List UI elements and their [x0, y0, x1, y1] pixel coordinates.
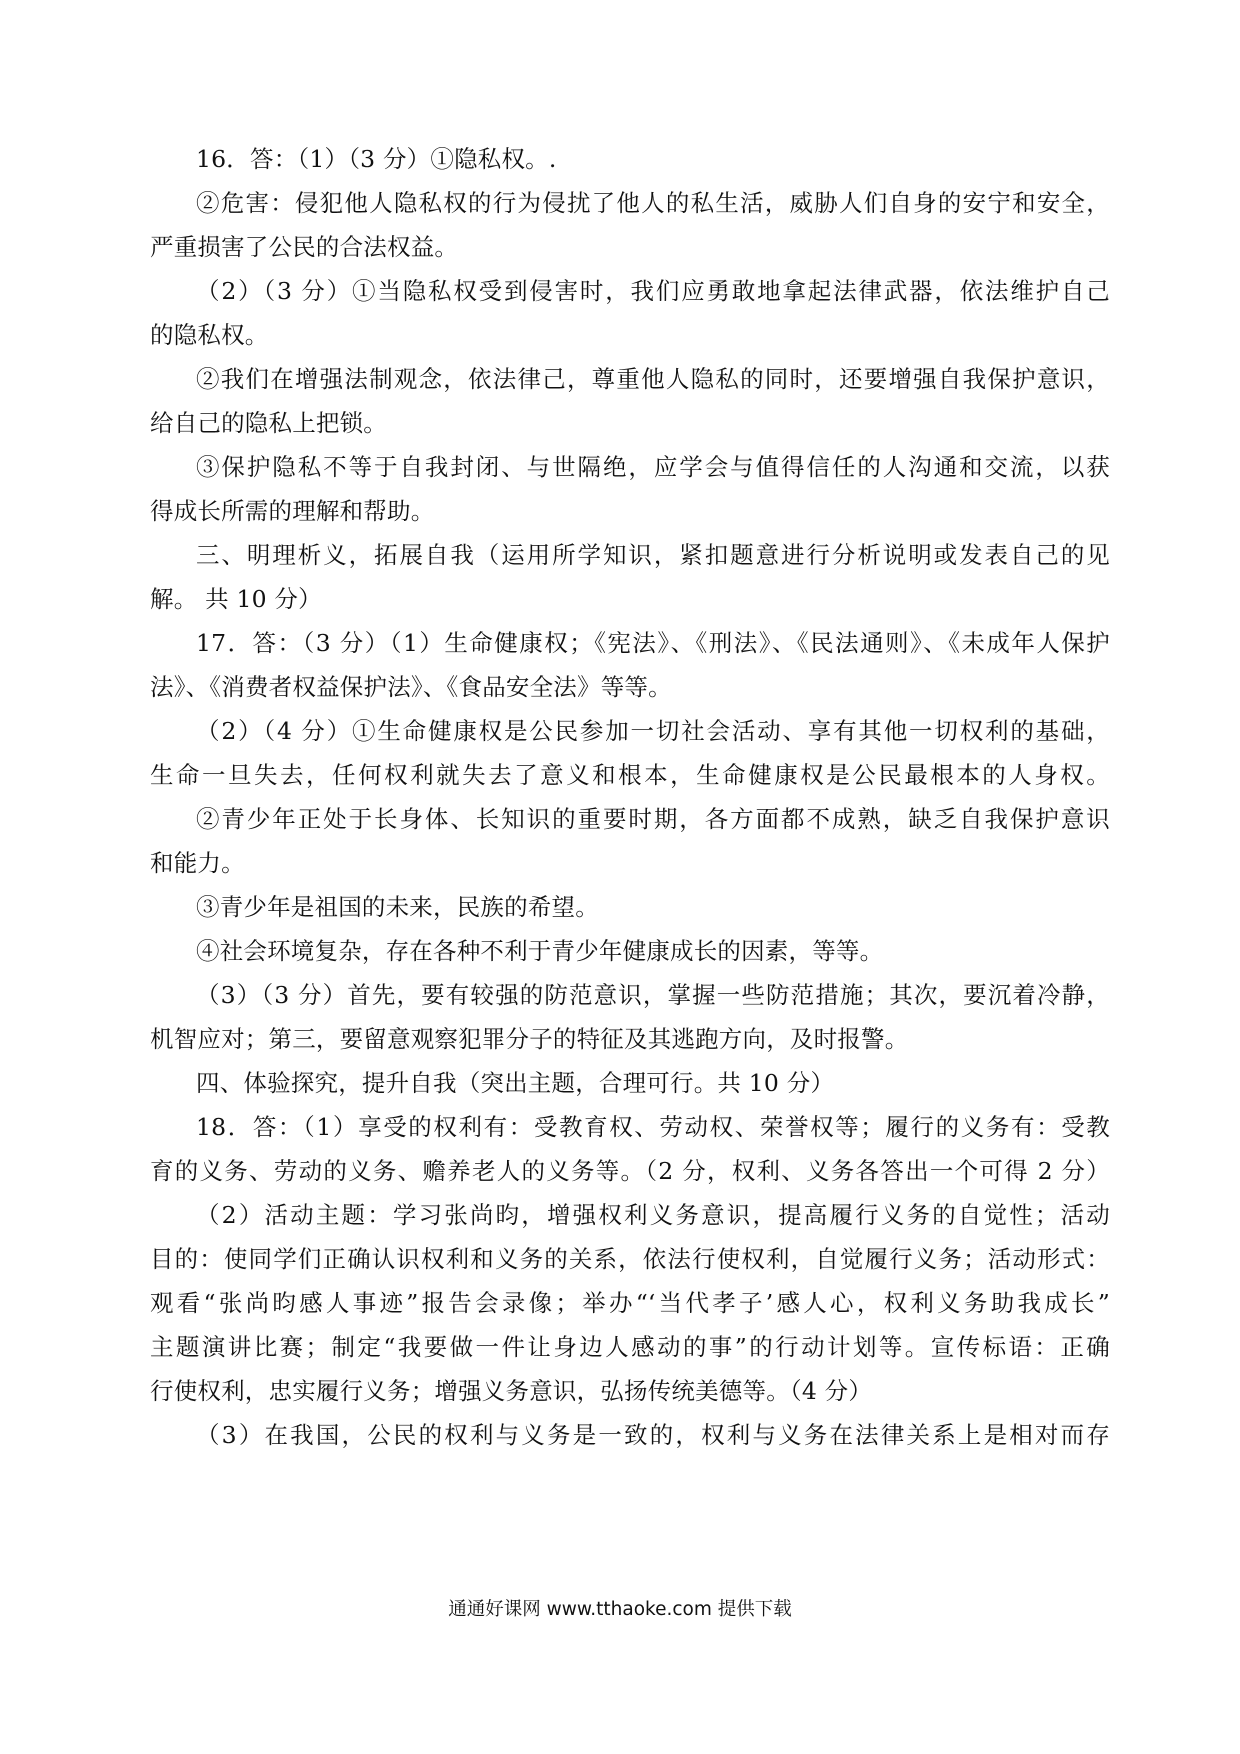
- answer-16-part-2-line-1: （2）（3 分）①当隐私权受到侵害时，我们应勇敢地拿起法律武器，依法维护自己: [196, 277, 1110, 305]
- answer-16-heading: 16．答：（1）（3 分）①隐私权。.: [196, 145, 557, 173]
- section-3-heading-line-2: 解。 共 10 分）: [150, 585, 322, 613]
- answer-17-line-2: 法》、《消费者权益保护法》、《食品安全法》等等。: [150, 673, 672, 701]
- answer-16-point-2-line-2: 给自己的隐私上把锁。: [150, 409, 387, 437]
- answer-18-part-2-line-5: 行使权利，忠实履行义务；增强义务意识，弘扬传统美德等。（4 分）: [150, 1377, 873, 1405]
- section-4-heading: 四、体验探究，提升自我（突出主题，合理可行。共 10 分）: [196, 1069, 835, 1097]
- answer-18-line-2: 育的义务、劳动的义务、赡养老人的义务等。（2 分，权利、义务各答出一个可得 2 分）: [150, 1157, 1110, 1185]
- answer-18-part-3-line-1: （3）在我国，公民的权利与义务是一致的，权利与义务在法律关系上是相对而存: [196, 1421, 1110, 1449]
- answer-18-part-2-line-4: 主题演讲比赛；制定“我要做一件让身边人感动的事”的行动计划等。宣传标语：正确: [150, 1333, 1110, 1361]
- answer-17-part-2-line-2: 生命一旦失去，任何权利就失去了意义和根本，生命健康权是公民最根本的人身权。: [150, 761, 1110, 789]
- answer-18-part-2-line-3: 观看“张尚昀感人事迹”报告会录像；举办“‘当代孝子’感人心，权利义务助我成长”: [150, 1289, 1110, 1317]
- answer-17-part-2-line-1: （2）（4 分）①生命健康权是公民参加一切社会活动、享有其他一切权利的基础，: [196, 717, 1110, 745]
- answer-17-part-3-line-1: （3）（3 分）首先，要有较强的防范意识，掌握一些防范措施；其次，要沉着冷静，: [196, 981, 1110, 1009]
- answer-16-harm-line-1: ②危害：侵犯他人隐私权的行为侵扰了他人的私生活，威胁人们自身的安宁和安全，: [196, 189, 1110, 217]
- answer-16-harm-line-2: 严重损害了公民的合法权益。: [150, 233, 459, 261]
- answer-18-line-1: 18．答：（1）享受的权利有：受教育权、劳动权、荣誉权等；履行的义务有：受教: [196, 1113, 1110, 1141]
- answer-17-point-4: ④社会环境复杂，存在各种不利于青少年健康成长的因素，等等。: [196, 937, 884, 965]
- answer-18-part-2-line-1: （2）活动主题：学习张尚昀，增强权利义务意识，提高履行义务的自觉性；活动: [196, 1201, 1110, 1229]
- answer-18-part-2-line-2: 目的：使同学们正确认识权利和义务的关系，依法行使权利，自觉履行义务；活动形式：: [150, 1245, 1110, 1273]
- answer-16-point-3-line-1: ③保护隐私不等于自我封闭、与世隔绝，应学会与值得信任的人沟通和交流，以获: [196, 453, 1110, 481]
- page-footer: 通通好课网 www.tthaoke.com 提供下载: [448, 1599, 792, 1620]
- answer-17-point-2-line-1: ②青少年正处于长身体、长知识的重要时期，各方面都不成熟，缺乏自我保护意识: [196, 805, 1110, 833]
- answer-16-point-3-line-2: 得成长所需的理解和帮助。: [150, 497, 435, 525]
- answer-17-point-3: ③青少年是祖国的未来，民族的希望。: [196, 893, 599, 921]
- answer-17-point-2-line-2: 和能力。: [150, 849, 245, 877]
- answer-17-line-1: 17．答：（3 分）（1）生命健康权；《宪法》、《刑法》、《民法通则》、《未成年人保护: [196, 629, 1110, 657]
- answer-17-part-3-line-2: 机智应对；第三，要留意观察犯罪分子的特征及其逃跑方向，及时报警。: [150, 1025, 909, 1053]
- answer-16-part-2-line-2: 的隐私权。: [150, 321, 269, 349]
- answer-16-point-2-line-1: ②我们在增强法制观念，依法律己，尊重他人隐私的同时，还要增强自我保护意识，: [196, 365, 1110, 393]
- section-3-heading-line-1: 三、明理析义，拓展自我（运用所学知识，紧扣题意进行分析说明或发表自己的见: [196, 541, 1110, 569]
